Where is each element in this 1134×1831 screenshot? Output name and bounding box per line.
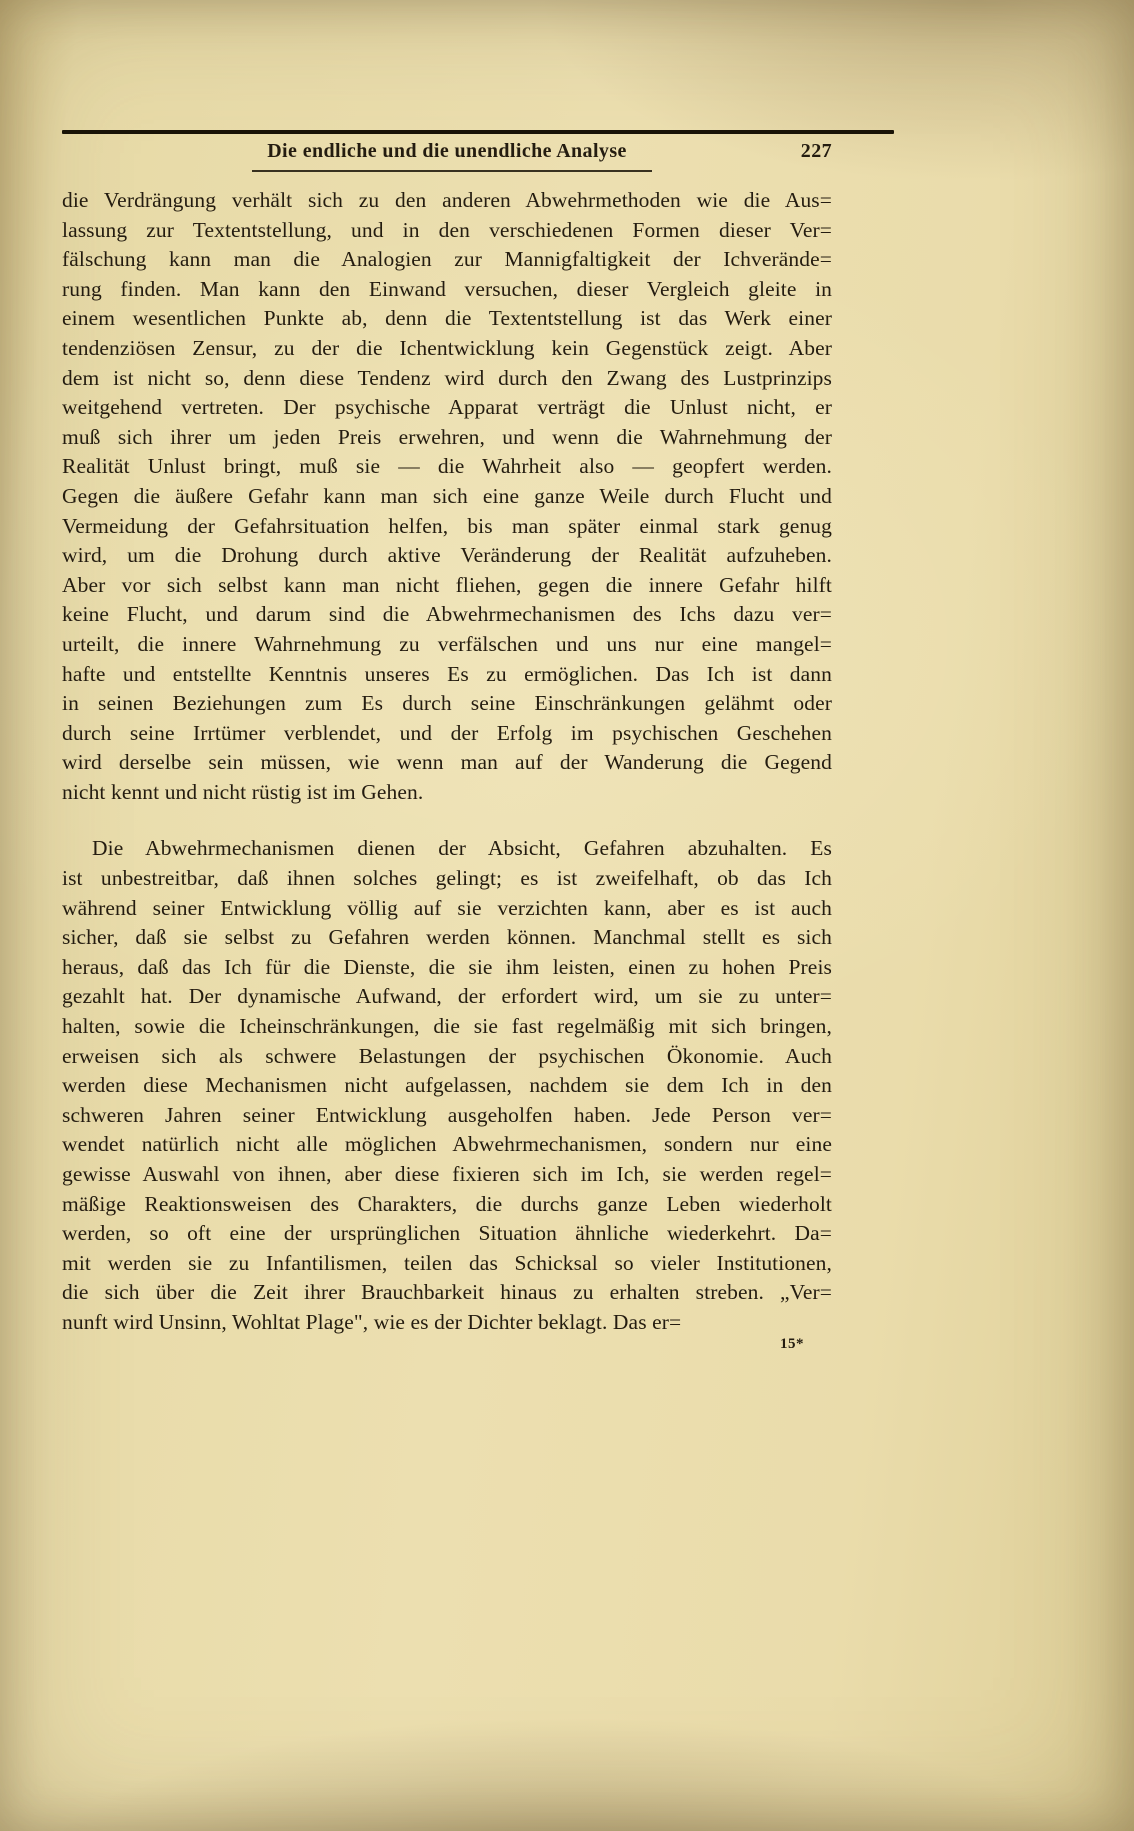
text-line: schweren Jahren seiner Entwicklung ausgeholfen haben. Jede Person ver= xyxy=(62,1102,832,1127)
page-number: 227 xyxy=(800,140,832,162)
header-rule-thick xyxy=(62,130,894,134)
text-line: fälschung kann man die Analogien zur Mannigfaltigkeit der Ichverände= xyxy=(62,247,832,272)
text-line: halten, sowie die Icheinschränkungen, die sie fast regelmäßig mit sich bringen, xyxy=(62,1014,832,1039)
text-line: sicher, daß sie selbst zu Gefahren werden können. Manchmal stellt es sich xyxy=(62,925,832,950)
running-header-title: Die endliche und die unendliche Analyse xyxy=(267,140,627,162)
text-line: mit werden sie zu Infantilismen, teilen das Schicksal so vieler Institutionen, xyxy=(62,1250,832,1275)
text-line: urteilt, die innere Wahrnehmung zu verfälschen und uns nur eine mangel= xyxy=(62,631,832,656)
text-line: mäßige Reaktionsweisen des Charakters, die durchs ganze Leben wiederholt xyxy=(62,1191,832,1216)
text-line: einem wesentlichen Punkte ab, denn die Textentstellung ist das Werk einer xyxy=(62,306,832,331)
text-line: Realität Unlust bringt, muß sie — die Wahrheit also — geopfert werden. xyxy=(62,454,832,479)
text-line: erweisen sich als schwere Belastungen der psychischen Ökonomie. Auch xyxy=(62,1043,832,1068)
text-line: hafte und entstellte Kenntnis unseres Es zu ermöglichen. Das Ich ist dann xyxy=(62,661,832,686)
text-line: gezahlt hat. Der dynamische Aufwand, der erfordert wird, um sie zu unter= xyxy=(62,984,832,1009)
text-line: ist unbestreitbar, daß ihnen solches gelingt; es ist zweifelhaft, ob das Ich xyxy=(62,866,832,891)
text-line: heraus, daß das Ich für die Dienste, die sie ihm leisten, einen zu hohen Preis xyxy=(62,954,832,979)
text-line: die Verdrängung verhält sich zu den anderen Abwehrmethoden wie die Aus= xyxy=(62,188,832,212)
header-rule-thin xyxy=(252,170,652,172)
text-line: Gegen die äußere Gefahr kann man sich eine ganze Weile durch Flucht und xyxy=(62,483,832,508)
text-line: gewisse Auswahl von ihnen, aber diese fixieren sich im Ich, sie werden regel= xyxy=(62,1162,832,1186)
text-line: tendenziösen Zensur, zu der die Ichentwicklung kein Gegenstück zeigt. Aber xyxy=(62,335,832,360)
text-line: Die Abwehrmechanismen dienen der Absicht, Gefahren abzuhalten. Es xyxy=(92,836,832,861)
text-line: während seiner Entwicklung völlig auf sie verzichten kann, aber es ist auch xyxy=(62,895,832,920)
text-line: dem ist nicht so, denn diese Tendenz wird durch den Zwang des Lustprinzips xyxy=(62,365,832,390)
text-line: nunft wird Unsinn, Wohltat Plage", wie es der Dichter beklagt. Das er= xyxy=(62,1309,682,1334)
text-line: keine Flucht, und darum sind die Abwehrmechanismen des Ichs dazu ver= xyxy=(62,602,832,627)
signature-mark: 15* xyxy=(780,1336,804,1352)
running-header-row xyxy=(62,140,832,163)
text-line: rung finden. Man kann den Einwand versuchen, dieser Vergleich gleite in xyxy=(62,276,832,301)
text-line: lassung zur Textentstellung, und in den verschiedenen Formen dieser Ver= xyxy=(62,217,832,242)
text-line: in seinen Beziehungen zum Es durch seine Einschränkungen gelähmt oder xyxy=(62,691,832,716)
text-line: Aber vor sich selbst kann man nicht fliehen, gegen die innere Gefahr hilft xyxy=(62,572,832,597)
paragraph xyxy=(62,186,832,807)
text-line: nicht kennt und nicht rüstig ist im Gehen. xyxy=(62,779,424,804)
body-text xyxy=(62,186,832,1338)
text-line: werden diese Mechanismen nicht aufgelassen, nachdem sie dem Ich in den xyxy=(62,1073,832,1098)
text-line: die sich über die Zeit ihrer Brauchbarkeit hinaus zu erhalten streben. „Ver= xyxy=(62,1280,832,1305)
paragraph xyxy=(62,834,832,1337)
text-line: Vermeidung der Gefahrsituation helfen, bis man später einmal stark genug xyxy=(62,513,832,538)
text-line: wird derselbe sein müssen, wie wenn man auf der Wanderung die Gegend xyxy=(62,750,832,775)
text-line: muß sich ihrer um jeden Preis erwehren, und wenn die Wahrnehmung der xyxy=(62,424,832,449)
text-line: werden, so oft eine der ursprünglichen Situation ähnliche wiederkehrt. Da= xyxy=(62,1221,832,1246)
text-line: durch seine Irrtümer verblendet, und der Erfolg im psychischen Geschehen xyxy=(62,720,832,745)
running-header xyxy=(62,130,894,172)
text-line: weitgehend vertreten. Der psychische Apparat verträgt die Unlust nicht, er xyxy=(62,395,832,420)
text-line: wendet natürlich nicht alle möglichen Abwehrmechanismen, sondern nur eine xyxy=(62,1132,832,1157)
text-line: wird, um die Drohung durch aktive Veränderung der Realität aufzuheben. xyxy=(62,543,832,568)
